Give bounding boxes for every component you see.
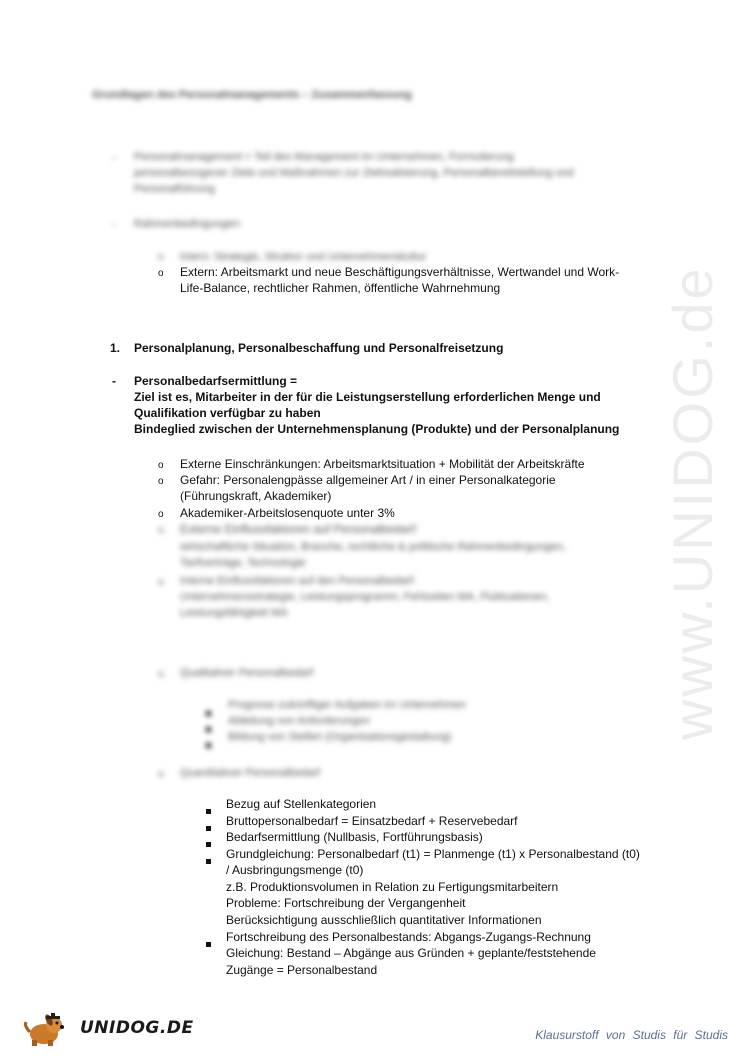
intro-line-3: Personalführung xyxy=(134,183,215,195)
square-bullet xyxy=(206,826,211,831)
qualitativ-item-3: Bildung von Stellen (Organisationsgestaltung) xyxy=(228,731,452,743)
section-heading: Personalplanung, Personalbeschaffung und Personalfreisetzung xyxy=(134,341,504,355)
square-bullet xyxy=(206,809,211,814)
section-number: 1. xyxy=(110,341,121,355)
circle-bullet: o xyxy=(158,252,164,263)
square-item-4-line-1: Grundgleichung: Personalbedarf (t1) = Planmenge (t1) x Personalbestand (t0) xyxy=(226,847,640,861)
circle-item-2: Gefahr: Personalengpässe allgemeiner Art / in einer Personalkategorie xyxy=(180,473,556,487)
square-item-4-line-5: Berücksichtigung ausschließlich quantitativer Informationen xyxy=(226,913,542,927)
circle-item-3: Akademiker-Arbeitslosenquote unter 3% xyxy=(180,506,395,520)
square-item-5-line-1: Fortschreibung des Personalbestands: Abgangs-Zugangs-Rechnung xyxy=(226,930,591,944)
qualitativ-label: Qualitativer Personalbedarf xyxy=(180,667,314,679)
square-item-4-line-3: z.B. Produktionsvolumen in Relation zu Fertigungsmitarbeitern xyxy=(226,880,559,894)
qualitativ-item-2: Ableitung von Anforderungen xyxy=(228,715,370,727)
square-bullet xyxy=(206,727,211,732)
circle-bullet: o xyxy=(158,476,164,487)
circle-bullet: o xyxy=(158,268,164,279)
blur-circle-item-2: Interne Einflussfaktoren auf den Personalbedarf: xyxy=(180,575,417,587)
rahmen-label: Rahmenbedingungen: xyxy=(134,218,243,230)
circle-bullet: o xyxy=(158,460,164,471)
bedarf-line-4: Bindeglied zwischen der Unternehmensplanung (Produkte) und der Personalplanung xyxy=(134,422,620,436)
dog-mascot-icon xyxy=(22,1012,82,1048)
extern-line-2: Life-Balance, rechtlicher Rahmen, öffentliche Wahrnehmung xyxy=(180,281,501,295)
square-item-4-line-4: Probleme: Fortschreibung der Vergangenheit xyxy=(226,896,466,910)
bedarf-line-3: Qualifikation verfügbar zu haben xyxy=(134,406,321,420)
square-item-2: Bruttopersonalbedarf = Einsatzbedarf + Reservebedarf xyxy=(226,814,518,828)
qualitativ-item-1: Prognose zukünftiger Aufgaben im Unternehmen xyxy=(228,699,466,711)
extern-line-1: Extern: Arbeitsmarkt und neue Beschäftigungsverhältnisse, Wertwandel und Work- xyxy=(180,265,620,279)
circle-bullet: o xyxy=(158,669,164,680)
circle-bullet: o xyxy=(158,525,164,536)
blur-circle-item-2-cont: Unternehmensstrategie, Leistungsprogramm, Fehlzeiten MA, Fluktuationen, xyxy=(180,591,550,603)
circle-item-2-cont: (Führungskraft, Akademiker) xyxy=(180,489,332,503)
blur-circle-item-1-cont: wirtschaftliche Situation, Branche, rechtliche & politische Rahmenbedingungen, xyxy=(180,541,566,553)
footer-note: Klausurstoff von Studis für Studis xyxy=(535,1028,728,1042)
dash-bullet: - xyxy=(112,374,116,388)
square-bullet xyxy=(206,859,211,864)
unidog-logo xyxy=(22,1012,194,1048)
square-bullet xyxy=(206,942,211,947)
blur-circle-item-1-cont2: Tarifverträge, Technologie xyxy=(180,557,306,569)
logo-text: UNIDOG.DE xyxy=(80,1018,194,1038)
bedarf-line-1: Personalbedarfsermittlung = xyxy=(134,374,298,388)
square-item-5-line-3: Zugänge = Personalbestand xyxy=(226,963,378,977)
watermark: www.UNIDOG.de xyxy=(661,265,724,740)
circle-item-1: Externe Einschränkungen: Arbeitsmarktsituation + Mobilität der Arbeitskräfte xyxy=(180,457,585,471)
circle-bullet: o xyxy=(158,769,164,780)
square-bullet xyxy=(206,711,211,716)
square-item-1: Bezug auf Stellenkategorien xyxy=(226,797,377,811)
dash-bullet: - xyxy=(112,217,116,231)
square-bullet xyxy=(206,842,211,847)
blur-circle-item-2-cont2: Leistungsfähigkeit MA xyxy=(180,607,288,619)
square-bullet xyxy=(206,743,211,748)
intro-line-1: Personalmanagement = Teil des Management im Unternehmen, Formulierung xyxy=(134,151,514,163)
quantitativ-label: Quantitativer Personalbedarf xyxy=(180,767,321,779)
circle-bullet: o xyxy=(158,577,164,588)
intro-line-2: personalbezogener Ziele und Maßnahmen zur Zielrealisierung, Personalbereitstellung und xyxy=(134,167,574,179)
bedarf-line-2: Ziel ist es, Mitarbeiter in der für die Leistungserstellung erforderlichen Menge und xyxy=(134,390,601,404)
square-item-5-line-2: Gleichung: Bestand – Abgänge aus Gründen + geplante/feststehende xyxy=(226,946,596,960)
dash-bullet: - xyxy=(112,150,116,164)
blur-circle-item-1: Externe Einflussfaktoren auf Personalbedarf: xyxy=(180,522,419,536)
intern-line: Intern: Strategie, Struktur und Unternehmenskultur xyxy=(180,251,427,263)
square-item-3: Bedarfsermittlung (Nullbasis, Fortführungsbasis) xyxy=(226,830,483,844)
circle-bullet: o xyxy=(158,509,164,520)
square-item-4-line-2: / Ausbringungsmenge (t0) xyxy=(226,863,364,877)
document-title: Grundlagen des Personalmanagements – Zusammenfassung xyxy=(92,89,412,101)
